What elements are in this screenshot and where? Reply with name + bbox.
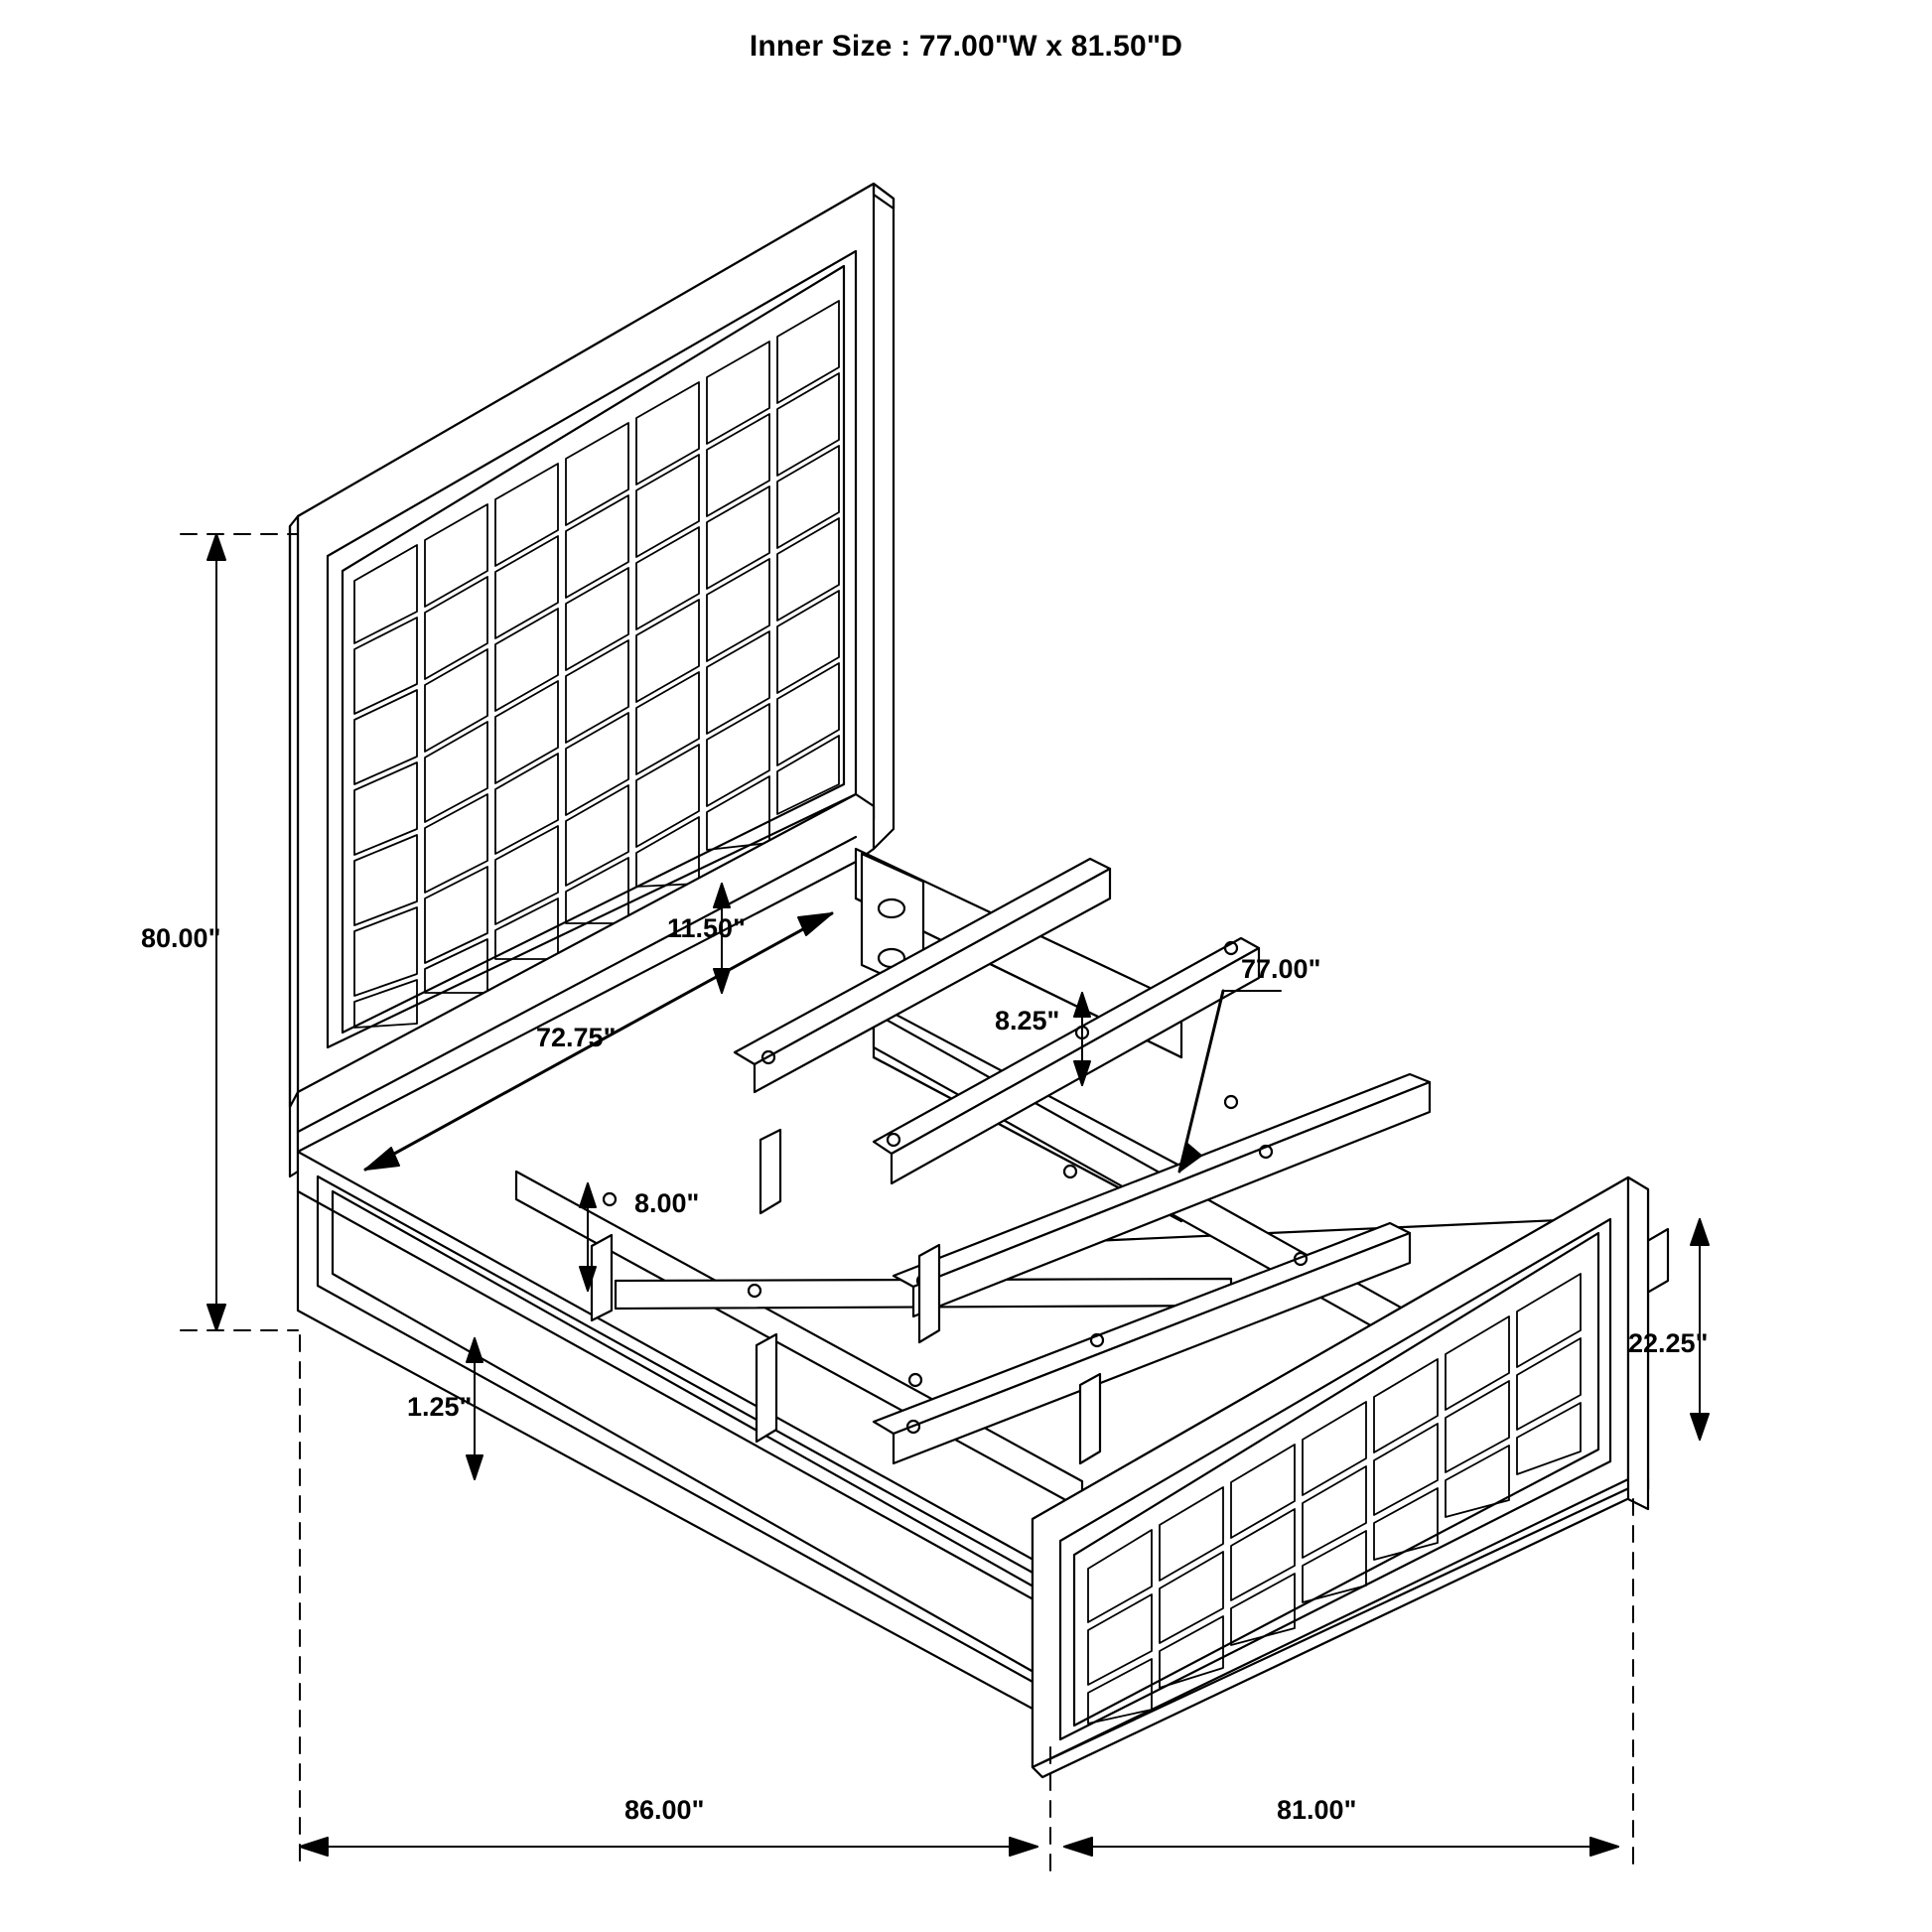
dimension-label-slat-leg-height: 8.00" xyxy=(634,1188,700,1218)
dimension-label-ground-clearance: 1.25" xyxy=(407,1392,473,1422)
dimension-label-overall-length: 86.00" xyxy=(624,1795,705,1825)
dimension-label-inner-width: 77.00" xyxy=(1241,954,1321,984)
dimension-label-rail-to-panel: 11.50" xyxy=(667,913,746,943)
dimension-label-headboard-panel-width: 72.75" xyxy=(536,1023,617,1052)
dimension-label-side-rail-height: 8.25" xyxy=(995,1006,1060,1035)
page-title: Inner Size : 77.00"W x 81.50"D xyxy=(749,30,1183,63)
dimension-label-footboard-height: 22.25" xyxy=(1628,1328,1709,1358)
dimension-label-overall-width: 81.00" xyxy=(1277,1795,1357,1825)
dimension-label-headboard-height: 80.00" xyxy=(141,923,221,953)
